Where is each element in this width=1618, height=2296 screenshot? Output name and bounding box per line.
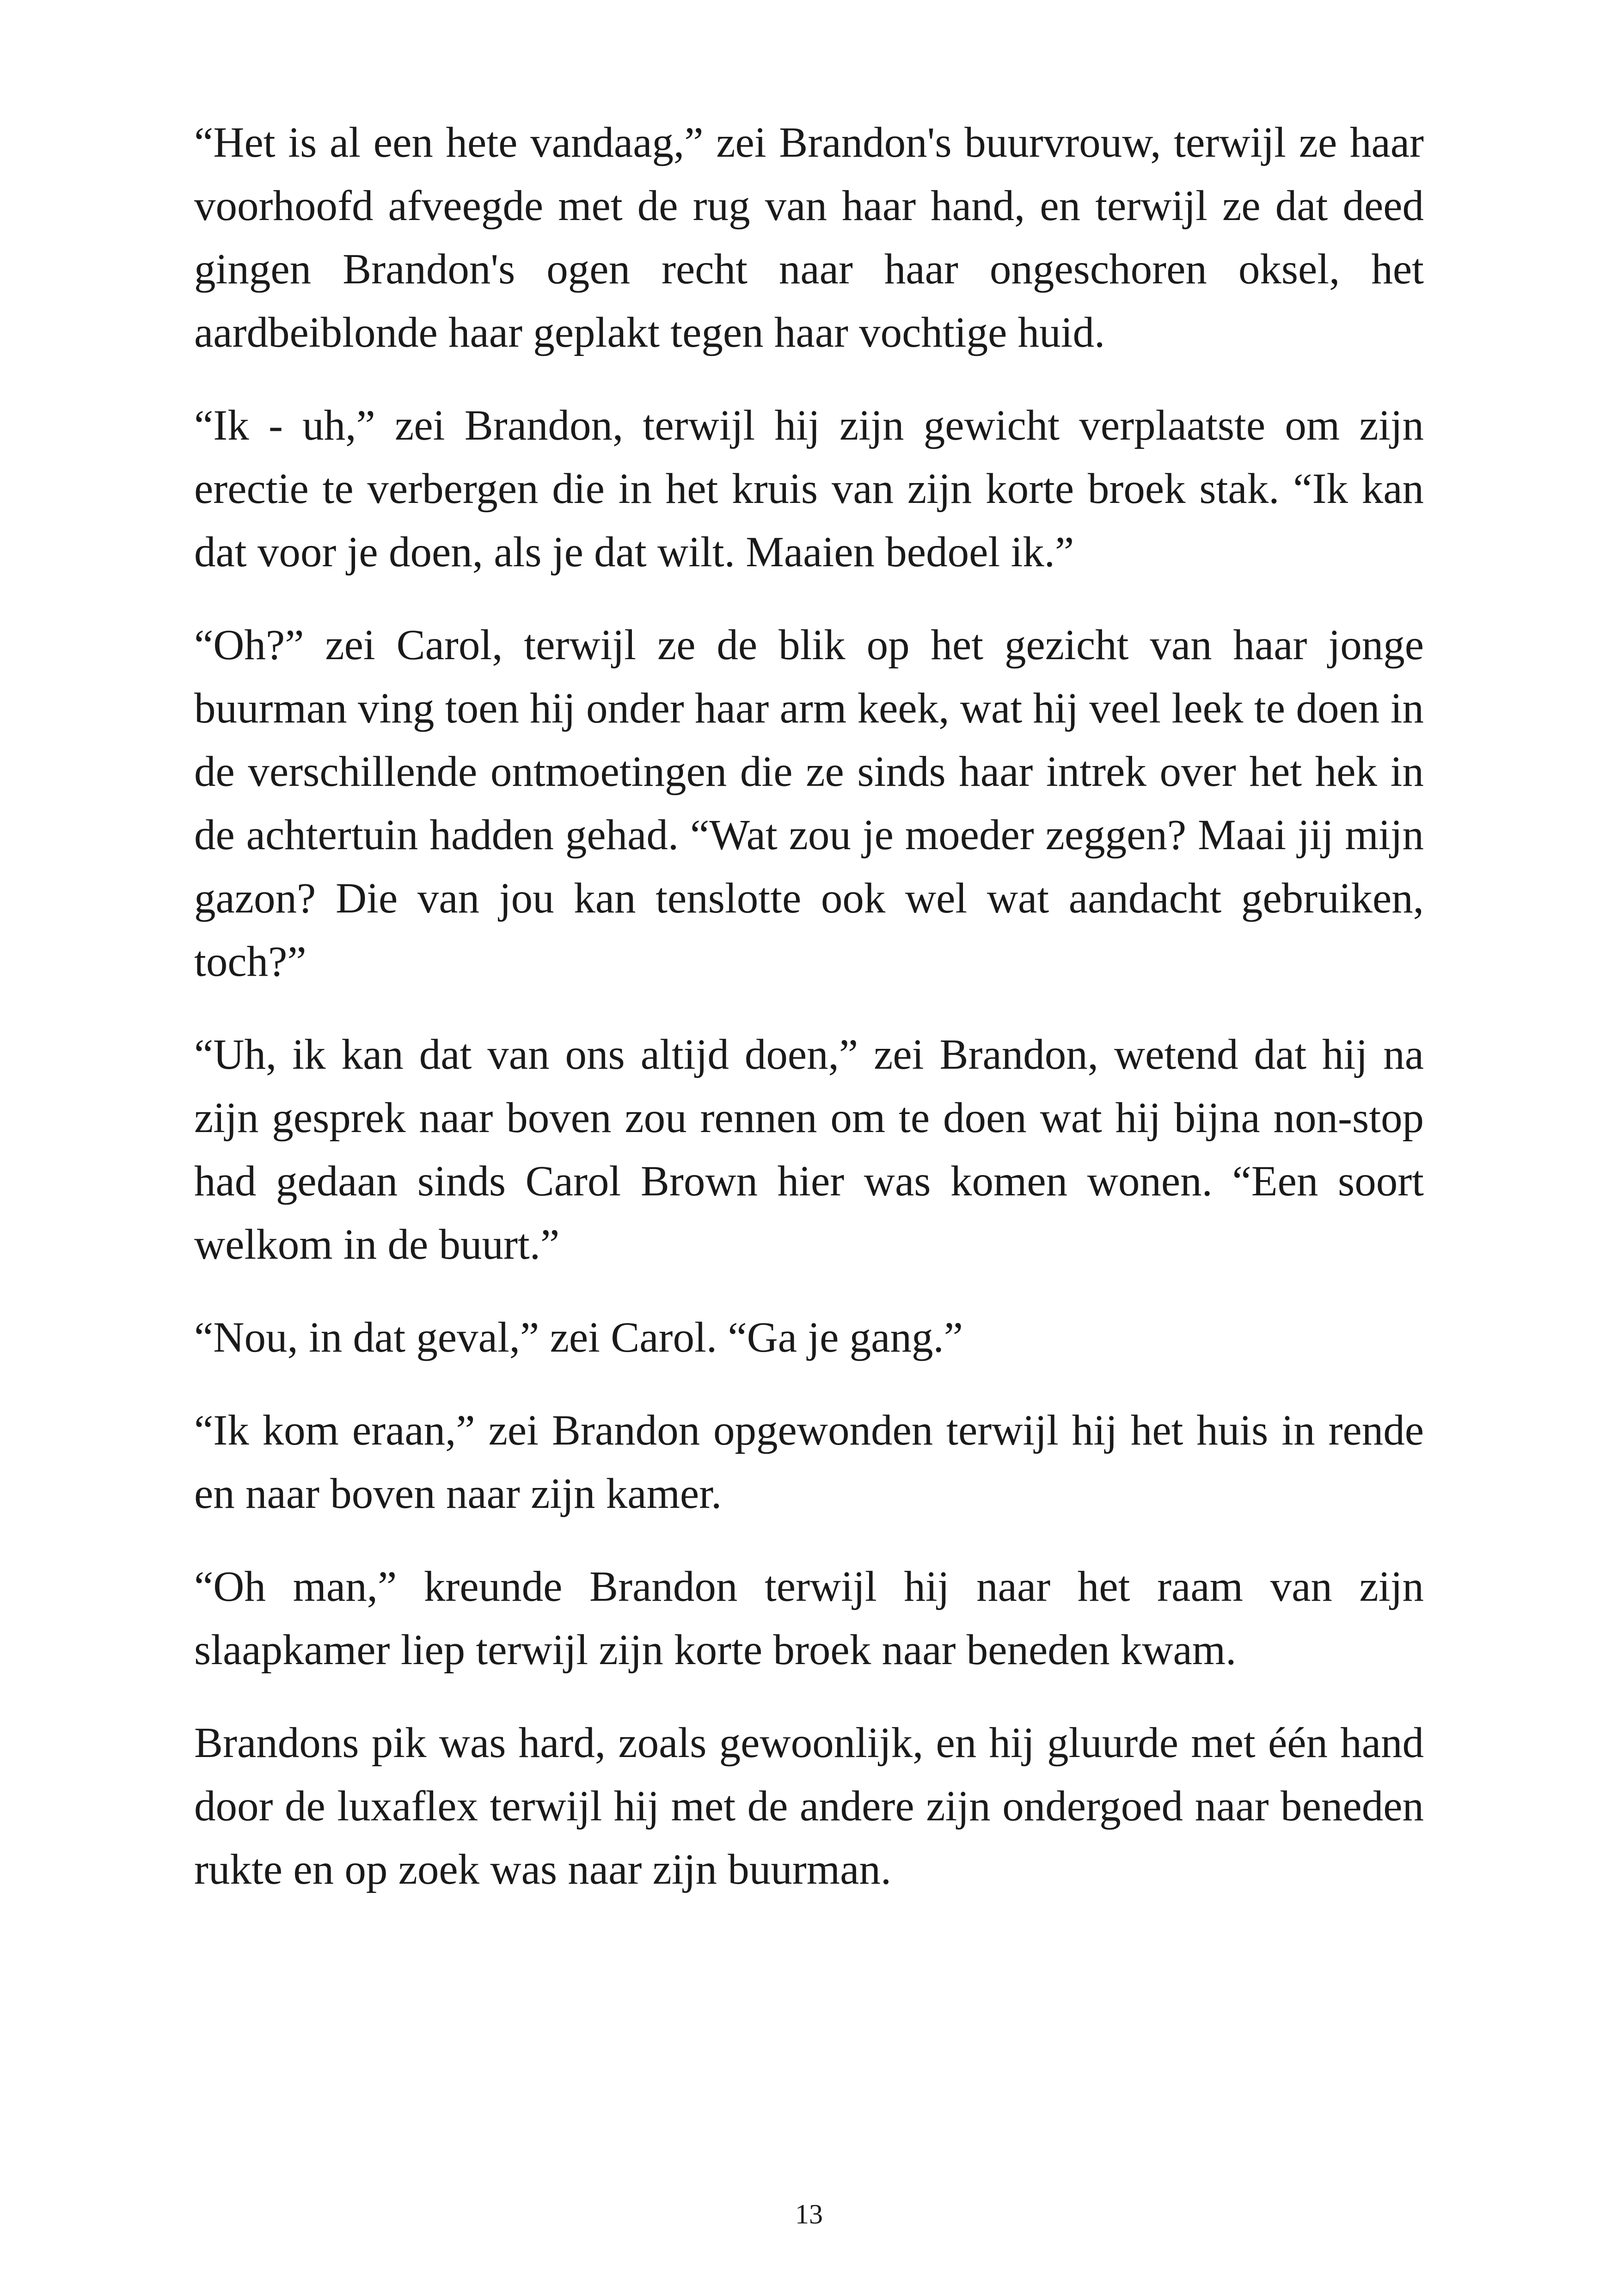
paragraph-2: “Ik - uh,” zei Brandon, terwijl hij zijn gewicht verplaatste om zijn erectie te verbergen die in het kruis van zijn korte broek stak. “Ik kan dat voor je doen, als je dat wilt. Maaien bedoel ik.” <box>194 402 1424 576</box>
paragraph-4: “Uh, ik kan dat van ons altijd doen,” zei Brandon, wetend dat hij na zijn gesprek naar boven zou rennen om te doen wat hij bijna non-stop had gedaan sinds Carol Brown hier was komen wonen. “Een soort welkom in de buurt.” <box>194 1031 1424 1268</box>
paragraph-5: “Nou, in dat geval,” zei Carol. “Ga je gang.” <box>194 1314 963 1361</box>
paragraph-6: “Ik kom eraan,” zei Brandon opgewonden terwijl hij het huis in rende en naar boven naar zijn kamer. <box>194 1407 1424 1518</box>
paragraph-3: “Oh?” zei Carol, terwijl ze de blik op het gezicht van haar jonge buurman ving toen hij onder haar arm keek, wat hij veel leek te doen in de verschillende ontmoetingen die ze sinds haar intrek over het hek in de achtertuin hadden gehad. “Wat zou je moeder zeggen? Maai jij mijn gazon? Die van jou kan tenslotte ook wel wat aandacht gebruiken, toch?” <box>194 621 1424 986</box>
paragraph-1: “Het is al een hete vandaag,” zei Brandon's buurvrouw, terwijl ze haar voorhoofd afveegde met de rug van haar hand, en terwijl ze dat deed gingen Brandon's ogen recht naar haar ongeschoren oksel, het aardbeiblonde haar geplakt tegen haar vochtige huid. <box>194 119 1424 356</box>
paragraph-7: “Oh man,” kreunde Brandon terwijl hij naar het raam van zijn slaapkamer liep terwijl zijn korte broek naar beneden kwam. <box>194 1563 1424 1674</box>
body-text <box>194 111 1424 1931</box>
paragraph-8: Brandons pik was hard, zoals gewoonlijk, en hij gluurde met één hand door de luxaflex terwijl hij met de andere zijn ondergoed naar beneden rukte en op zoek was naar zijn buurman. <box>194 1719 1424 1893</box>
page-number: 13 <box>795 2199 823 2229</box>
